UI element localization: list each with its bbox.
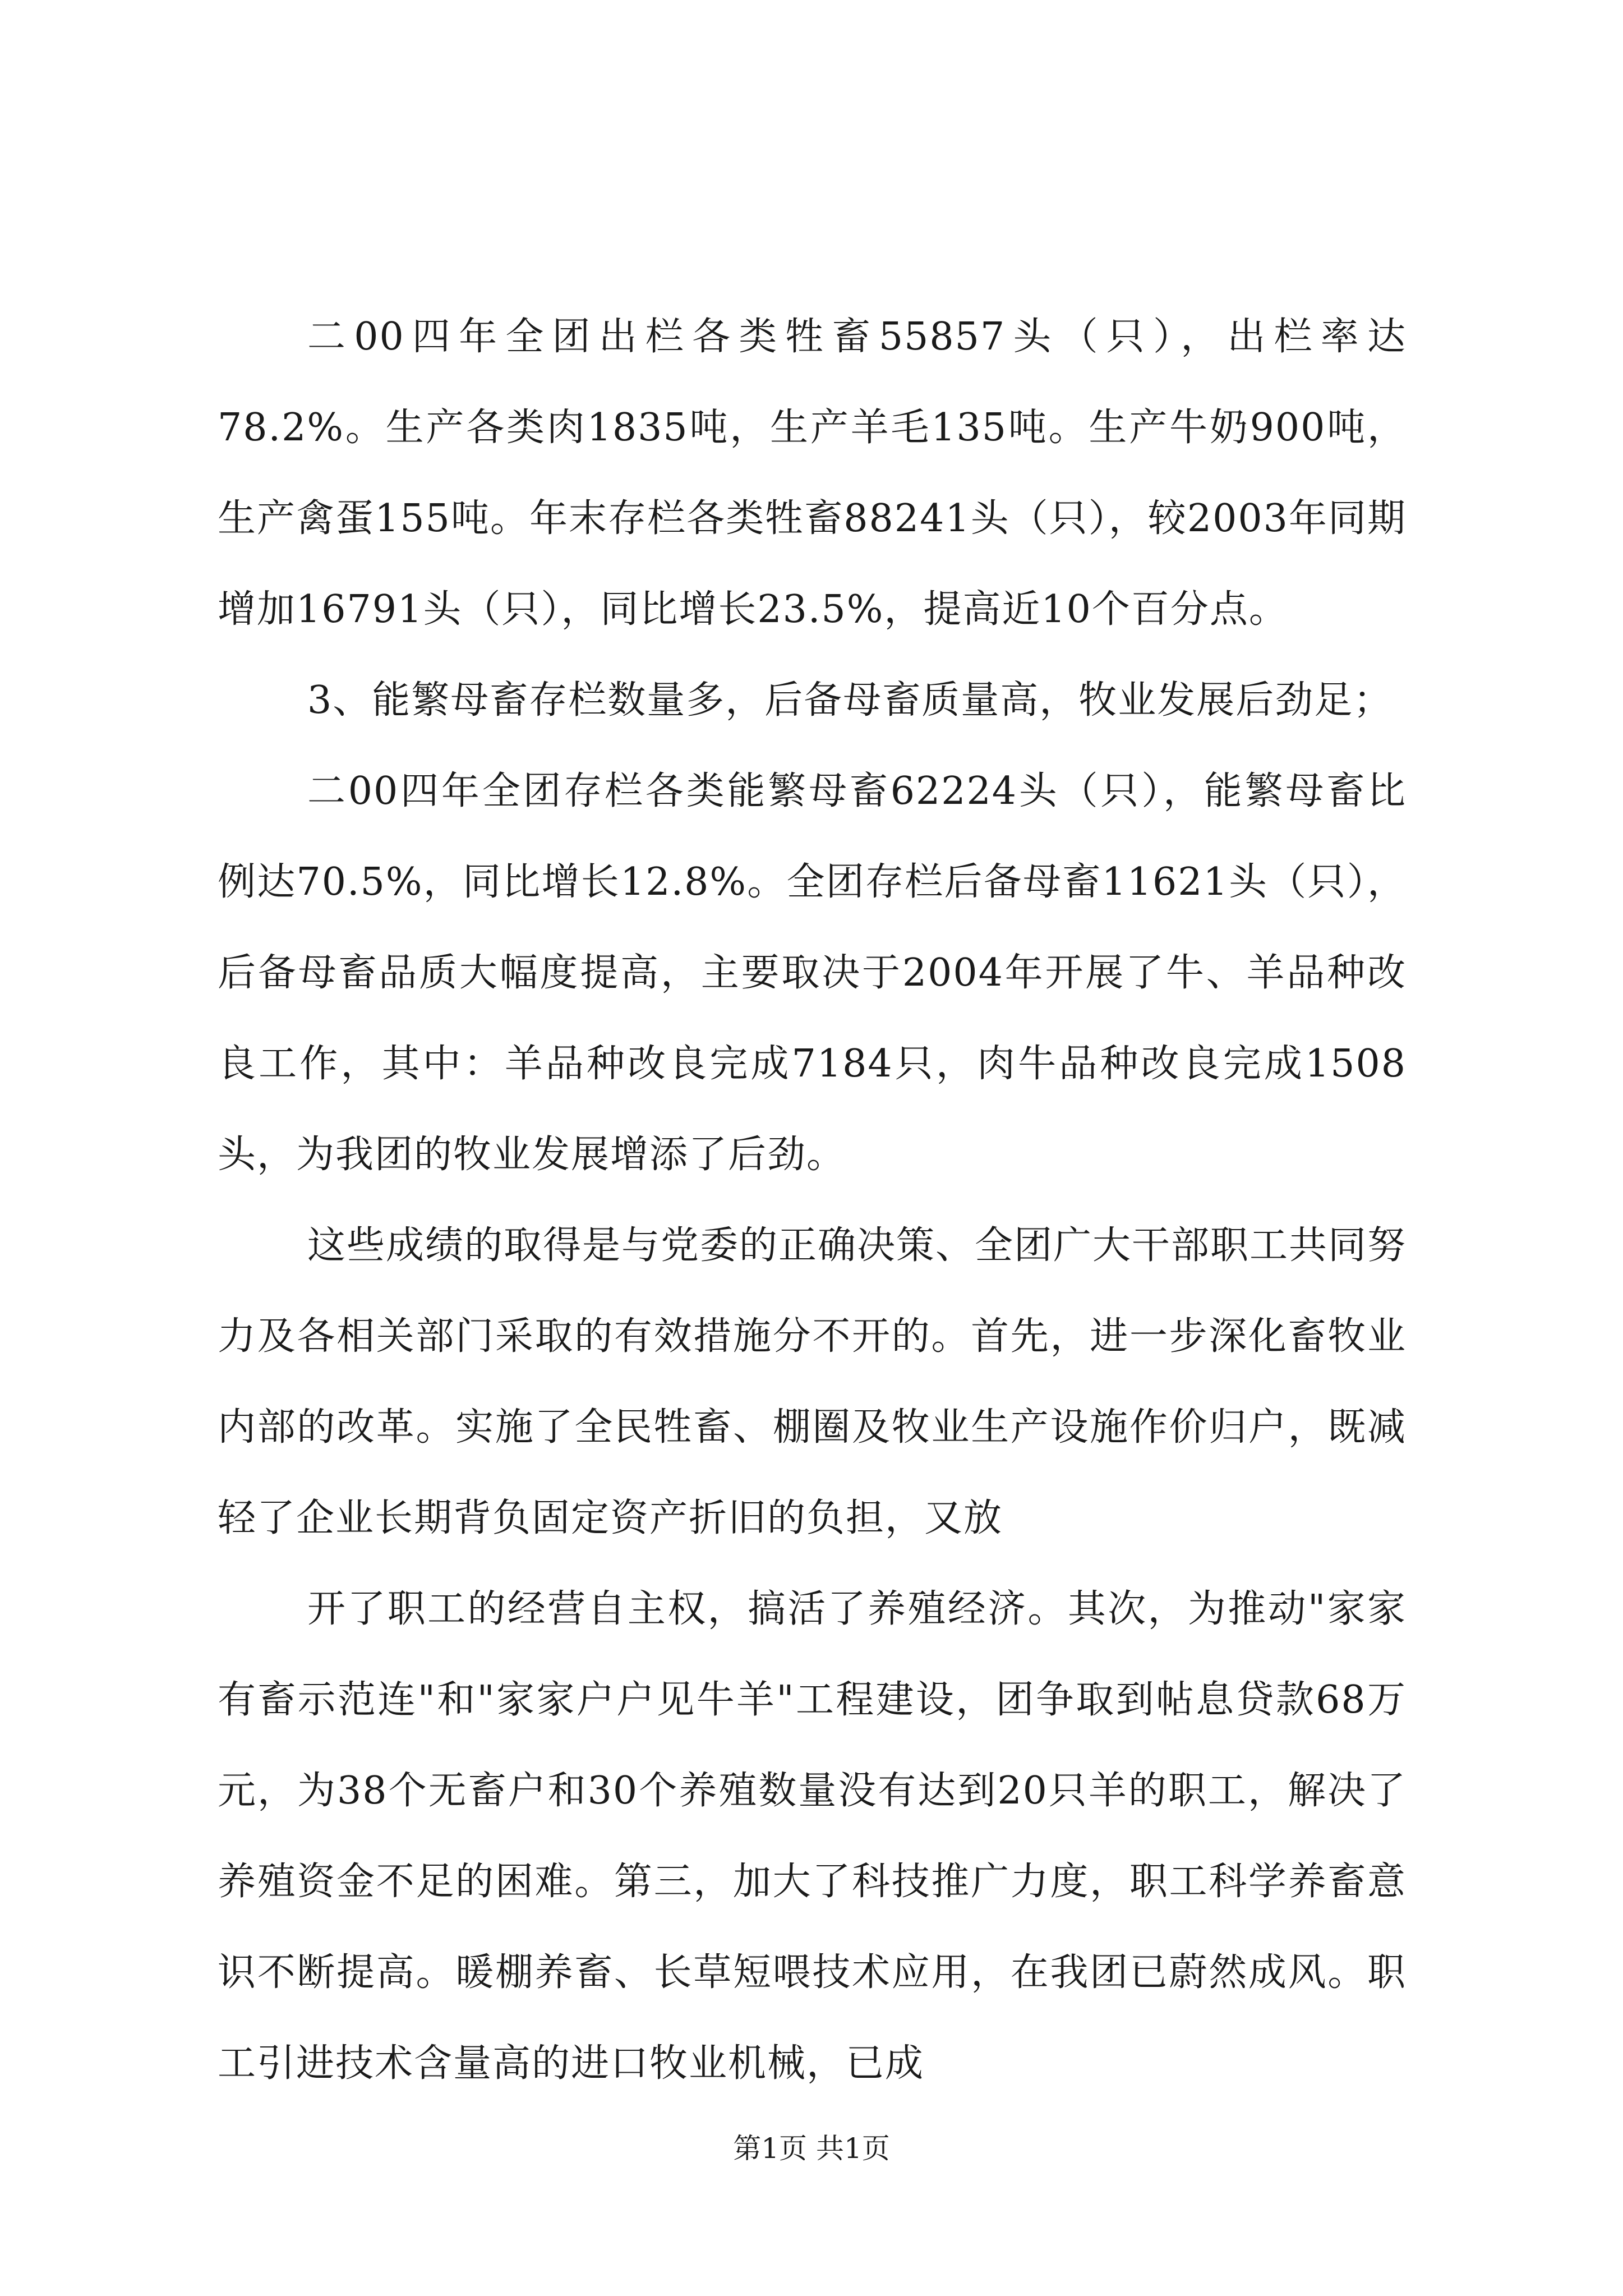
document-body (218, 292, 1407, 2109)
page-number-label: 第1页 共1页 (733, 2132, 890, 2165)
paragraph-livestock-output: 二00四年全团出栏各类牲畜55857头（只），出栏率达78.2%。生产各类肉1835吨，生产羊毛135吨。生产牛奶900吨，生产禽蛋155吨。年末存栏各类牲畜88241头（只），较2003年同期增加16791头（只），同比增长23.5%，提高近10个百分点。 (218, 315, 1407, 632)
paragraph-achievements-reasons: 这些成绩的取得是与党委的正确决策、全团广大干部职工共同努力及各相关部门采取的有效措施分不开的。首先，进一步深化畜牧业内部的改革。实施了全民牲畜、棚圈及牧业生产设施作价归户，既减轻了企业长期背负固定资产折旧的负担，又放 (218, 1223, 1407, 1540)
paragraph-measures: 开了职工的经营自主权，搞活了养殖经济。其次，为推动"家家有畜示范连"和"家家户户见牛羊"工程建设，团争取到帖息贷款68万元，为38个无畜户和30个养殖数量没有达到20只羊的职工，解决了养殖资金不足的困难。第三，加大了科技推广力度，职工科学养畜意识不断提高。暖棚养畜、长草短喂技术应用，在我团已蔚然成风。职工引进技术含量高的进口牧业机械，已成 (218, 1587, 1407, 2086)
paragraph-breeding-stock: 二00四年全团存栏各类能繁母畜62224头（只），能繁母畜比例达70.5%，同比增长12.8%。全团存栏后备母畜11621头（只），后备母畜品质大幅度提高，主要取决于2004年开展了牛、羊品种改良工作，其中：羊品种改良完成7184只，肉牛品种改良完成1508头，为我团的牧业发展增添了后劲。 (218, 769, 1407, 1177)
page-footer (0, 2132, 1623, 2165)
paragraph-section-3-heading: 3、能繁母畜存栏数量多，后备母畜质量高，牧业发展后劲足； (307, 678, 1393, 723)
